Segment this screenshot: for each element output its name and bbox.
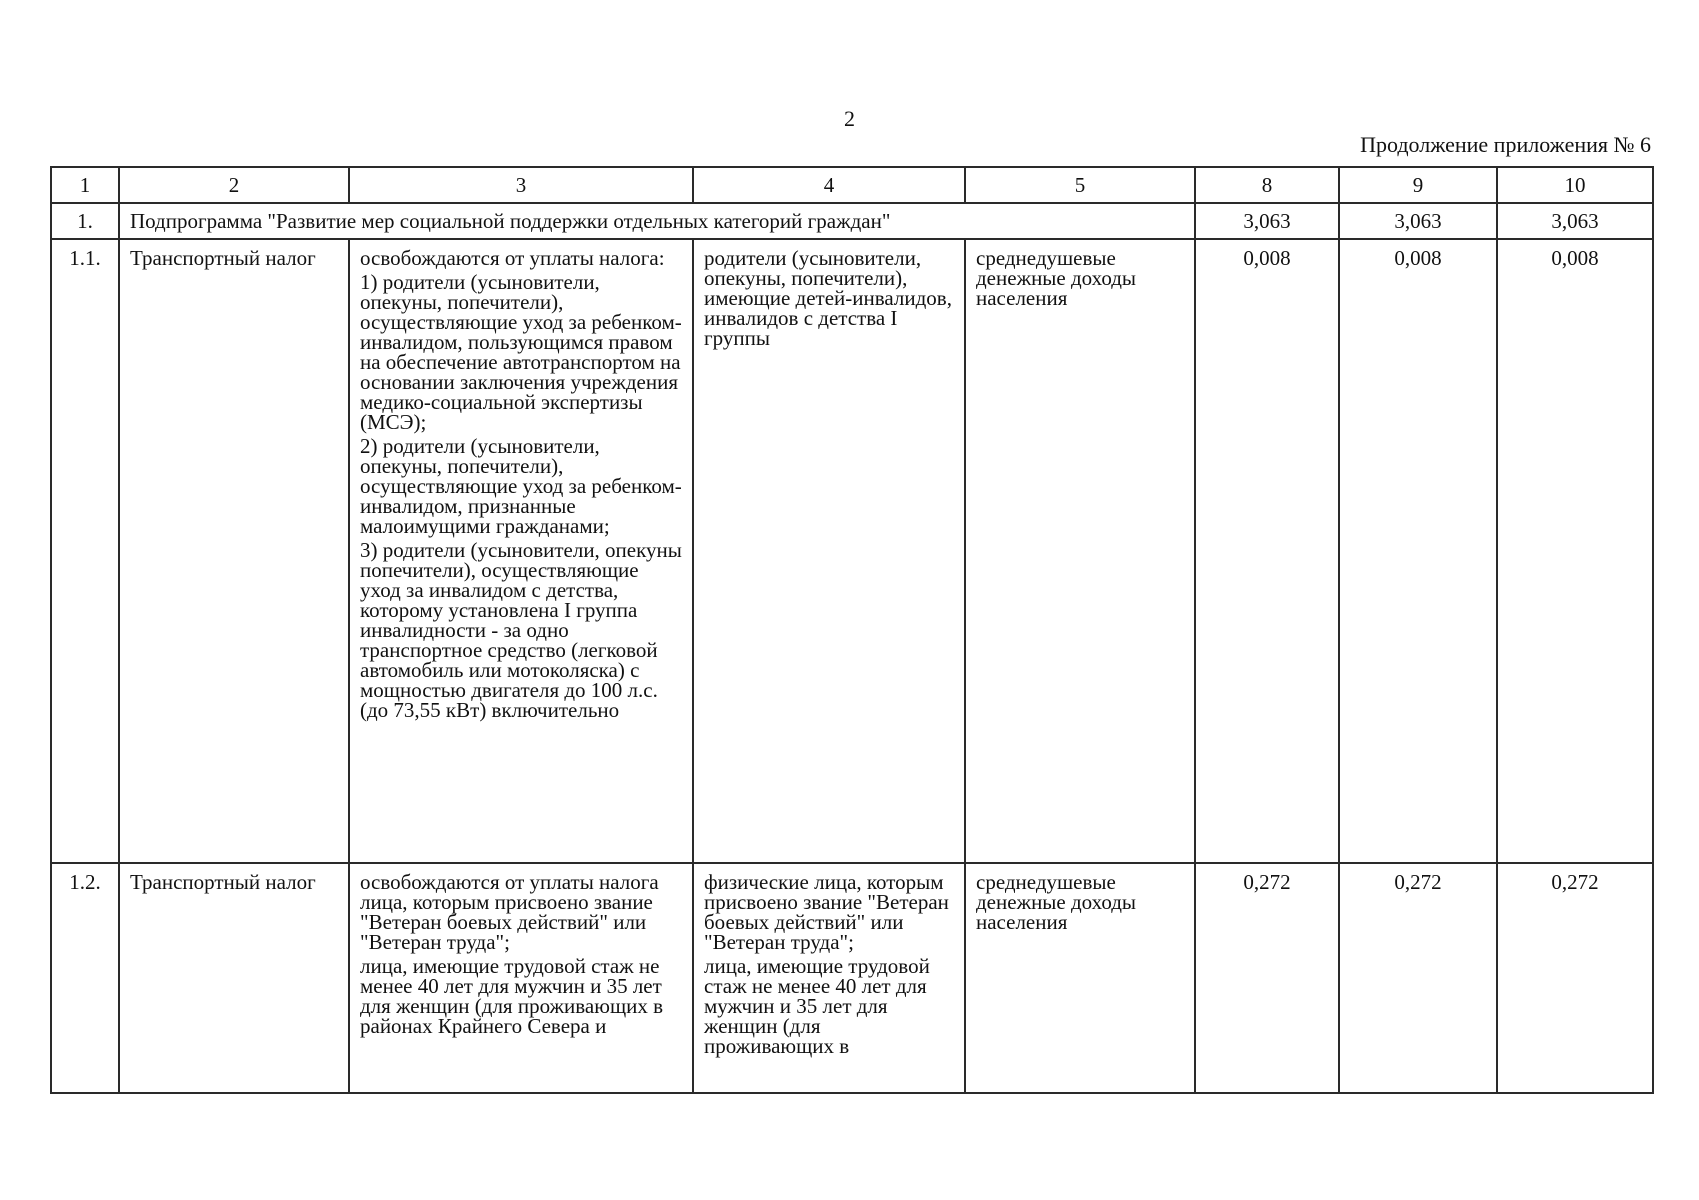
recipients-paragraph: лица, имеющие трудовой стаж не менее 40 лет для мужчин и 35 лет для женщин (для проживающих в: [704, 954, 930, 1058]
value-10: 0,272: [1497, 863, 1653, 1093]
indicator: среднедушевые денежные доходы населения: [965, 863, 1195, 1093]
recipients: [693, 239, 965, 863]
page-number: 2: [844, 106, 855, 131]
subprogram-number: 1.: [51, 203, 119, 239]
subprogram-value-10: 3,063: [1497, 203, 1653, 239]
subprogram-row: [51, 203, 1653, 239]
benefit-description: [349, 239, 693, 863]
recipients-paragraph: физические лица, которым присвоено звание "Ветеран боевых действий" или "Ветеран труда";: [704, 870, 949, 954]
benefit-paragraph: лица, имеющие трудовой стаж не менее 40 лет для мужчин и 35 лет для женщин (для проживающих в районах Крайнего Севера и: [360, 954, 664, 1038]
subprogram-title-text: Подпрограмма "Развитие мер социальной поддержки отдельных категорий граждан": [130, 209, 891, 233]
benefit-paragraph: освобождаются от уплаты налога лица, которым присвоено звание "Ветеран боевых действий" или "Ветеран труда";: [360, 870, 659, 954]
value-8: 0,272: [1195, 863, 1339, 1093]
header-cell: 2: [119, 167, 349, 203]
tax-name: Транспортный налог: [119, 863, 349, 1093]
subprogram-value-9: 3,063: [1339, 203, 1497, 239]
header-cell: 5: [965, 167, 1195, 203]
table-row: [51, 863, 1653, 1093]
table-row: [51, 239, 1653, 863]
benefit-paragraph: 1) родители (усыновители, опекуны, попечители), осуществляющие уход за ребенком-инвалидом, пользующимся правом на обеспечение автотранспортом на основании заключения учреждения медико-социальной экспертизы (МСЭ);: [360, 270, 682, 434]
header-cell: 1: [51, 167, 119, 203]
recipients-paragraph: родители (усыновители, опекуны, попечители), имеющие детей-инвалидов, инвалидов с детства I группы: [704, 246, 952, 350]
subprogram-title: [119, 203, 1195, 239]
indicator: среднедушевые денежные доходы населения: [965, 239, 1195, 863]
value-10: 0,008: [1497, 239, 1653, 863]
continuation-label: Продолжение приложения № 6: [1360, 132, 1651, 157]
value-9: 0,272: [1339, 863, 1497, 1093]
value-8: 0,008: [1195, 239, 1339, 863]
header-cell: 4: [693, 167, 965, 203]
benefit-paragraph: освобождаются от уплаты налога:: [360, 246, 665, 270]
header-cell: 8: [1195, 167, 1339, 203]
header-cell: 9: [1339, 167, 1497, 203]
subprogram-value-8: 3,063: [1195, 203, 1339, 239]
benefit-paragraph: 2) родители (усыновители, опекуны, попечители), осуществляющие уход за ребенком-инвалидом, признанные малоимущими гражданами;: [360, 434, 682, 538]
benefit-description: [349, 863, 693, 1093]
row-number: 1.2.: [51, 863, 119, 1093]
value-9: 0,008: [1339, 239, 1497, 863]
row-number: 1.1.: [51, 239, 119, 863]
recipients: [693, 863, 965, 1093]
benefit-paragraph: 3) родители (усыновители, опекуны попечители), осуществляющие уход за инвалидом с детства, которому установлена I группа инвалидности - за одно транспортное средство (легковой автомобиль или мотоколяска) с мощностью двигателя до 100 л.с. (до 73,55 кВт) включительно: [360, 538, 682, 722]
header-cell: 10: [1497, 167, 1653, 203]
benefits-table: [50, 166, 1654, 1094]
tax-name: Транспортный налог: [119, 239, 349, 863]
header-row: [51, 167, 1653, 203]
header-cell: 3: [349, 167, 693, 203]
